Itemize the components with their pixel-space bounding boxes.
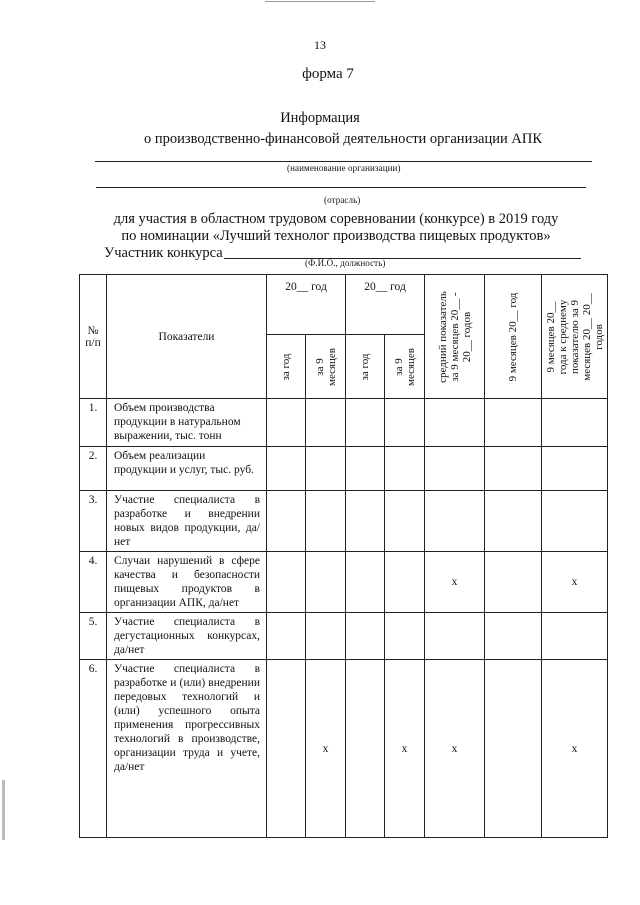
cell xyxy=(485,447,542,491)
cell: x xyxy=(306,660,346,838)
cell xyxy=(267,613,306,660)
industry-line xyxy=(96,187,586,188)
cell: x xyxy=(425,552,485,613)
cell xyxy=(267,660,306,838)
cell xyxy=(267,399,306,447)
row-number: 4. xyxy=(80,552,107,613)
organization-caption: (наименование организации) xyxy=(287,163,401,173)
row-number: 1. xyxy=(80,399,107,447)
header-year2-for-year xyxy=(346,335,385,399)
cell xyxy=(306,491,346,552)
cell xyxy=(267,491,306,552)
cell xyxy=(385,399,425,447)
header-indicators xyxy=(107,275,267,399)
header-year2-for-9-months xyxy=(385,335,425,399)
participant-label: Участник конкурса xyxy=(104,245,223,261)
cell xyxy=(267,447,306,491)
cell xyxy=(306,552,346,613)
header-year1-for-year xyxy=(267,335,306,399)
table-row xyxy=(80,552,608,613)
header-nine-months xyxy=(485,275,542,399)
contest-text-line2: по номинации «Лучший технолог производства пищевых продуктов» xyxy=(121,228,551,244)
cell xyxy=(346,552,385,613)
table-row xyxy=(80,447,608,491)
cell xyxy=(542,491,608,552)
page-number: 13 xyxy=(314,38,326,52)
header-indicators-text: Показатели xyxy=(158,330,215,343)
cell xyxy=(346,399,385,447)
header-avg-9-months-text: средний показатель за 9 месяцев 20__ - 20__ годов xyxy=(436,290,473,383)
cell xyxy=(425,447,485,491)
row-indicator: Случаи нарушений в сфере качества и безопасности пищевых продуктов в организации АПК, да/нет xyxy=(107,552,267,613)
header-year2: 20__ год xyxy=(346,275,425,335)
cell xyxy=(385,447,425,491)
cell xyxy=(346,447,385,491)
cell xyxy=(385,552,425,613)
cell: x xyxy=(425,660,485,838)
row-indicator: Участие специалиста в разработке и (или) внедрении передовых технологий и (или) успешного опыта применения прогрессивных технологий в производстве, организации труда и учете, да/нет xyxy=(107,660,267,838)
cell xyxy=(306,399,346,447)
cell xyxy=(425,491,485,552)
row-indicator: Участие специалиста в дегустационных конкурсах, да/нет xyxy=(107,613,267,660)
table-row xyxy=(80,491,608,552)
person-caption: (Ф.И.О., должность) xyxy=(305,258,386,268)
scan-artifact-left xyxy=(2,780,5,840)
document-title: Информация xyxy=(280,110,360,126)
cell xyxy=(485,399,542,447)
header-nine-to-avg xyxy=(542,275,608,399)
cell xyxy=(346,613,385,660)
header-year1-for-9-months-text: за 9 месяцев xyxy=(313,347,338,386)
cell xyxy=(485,660,542,838)
table-row xyxy=(80,399,608,447)
row-number: 5. xyxy=(80,613,107,660)
cell xyxy=(425,613,485,660)
cell xyxy=(267,552,306,613)
cell xyxy=(485,491,542,552)
document-subtitle: о производственно-финансовой деятельности организации АПК xyxy=(143,131,543,147)
row-indicator: Участие специалиста в разработке и внедрении новых видов продукции, да/нет xyxy=(107,491,267,552)
cell xyxy=(542,613,608,660)
cell xyxy=(542,399,608,447)
table-row xyxy=(80,613,608,660)
contest-text-line1: для участия в областном трудовом соревновании (конкурсе) в 2019 году xyxy=(113,211,559,227)
cell xyxy=(306,613,346,660)
cell xyxy=(385,491,425,552)
indicators-table xyxy=(79,274,608,838)
header-avg-9-months xyxy=(425,275,485,399)
header-number-text: № п/п xyxy=(85,324,101,349)
cell xyxy=(346,491,385,552)
header-year1: 20__ год xyxy=(267,275,346,335)
cell xyxy=(542,447,608,491)
cell: x xyxy=(385,660,425,838)
cell xyxy=(485,552,542,613)
table-row xyxy=(80,660,608,838)
header-nine-to-avg-text: 9 месяцев 20__ года к среднему показателю за 9 месяцев 20__ 20__ годов xyxy=(544,292,605,381)
header-year2-for-year-text: за год xyxy=(358,353,371,380)
industry-caption: (отрасль) xyxy=(324,195,361,205)
organization-line xyxy=(95,161,592,162)
cell: x xyxy=(542,552,608,613)
participant-line xyxy=(224,258,581,259)
cell xyxy=(385,613,425,660)
header-year1-for-9-months xyxy=(306,335,346,399)
cell: x xyxy=(542,660,608,838)
cell xyxy=(485,613,542,660)
cell xyxy=(346,660,385,838)
row-indicator: Объем производства продукции в натуральном выражении, тыс. тонн xyxy=(107,399,267,447)
row-number: 3. xyxy=(80,491,107,552)
form-label: форма 7 xyxy=(302,66,354,82)
header-number xyxy=(80,275,107,399)
row-indicator: Объем реализации продукции и услуг, тыс. руб. xyxy=(107,447,267,491)
cell xyxy=(425,399,485,447)
scan-artifact-top xyxy=(265,1,375,2)
header-nine-months-text: 9 месяцев 20__ год xyxy=(506,292,519,381)
header-year1-for-year-text: за год xyxy=(279,353,292,380)
header-year2-for-9-months-text: за 9 месяцев xyxy=(392,347,417,386)
row-number: 2. xyxy=(80,447,107,491)
cell xyxy=(306,447,346,491)
row-number: 6. xyxy=(80,660,107,838)
